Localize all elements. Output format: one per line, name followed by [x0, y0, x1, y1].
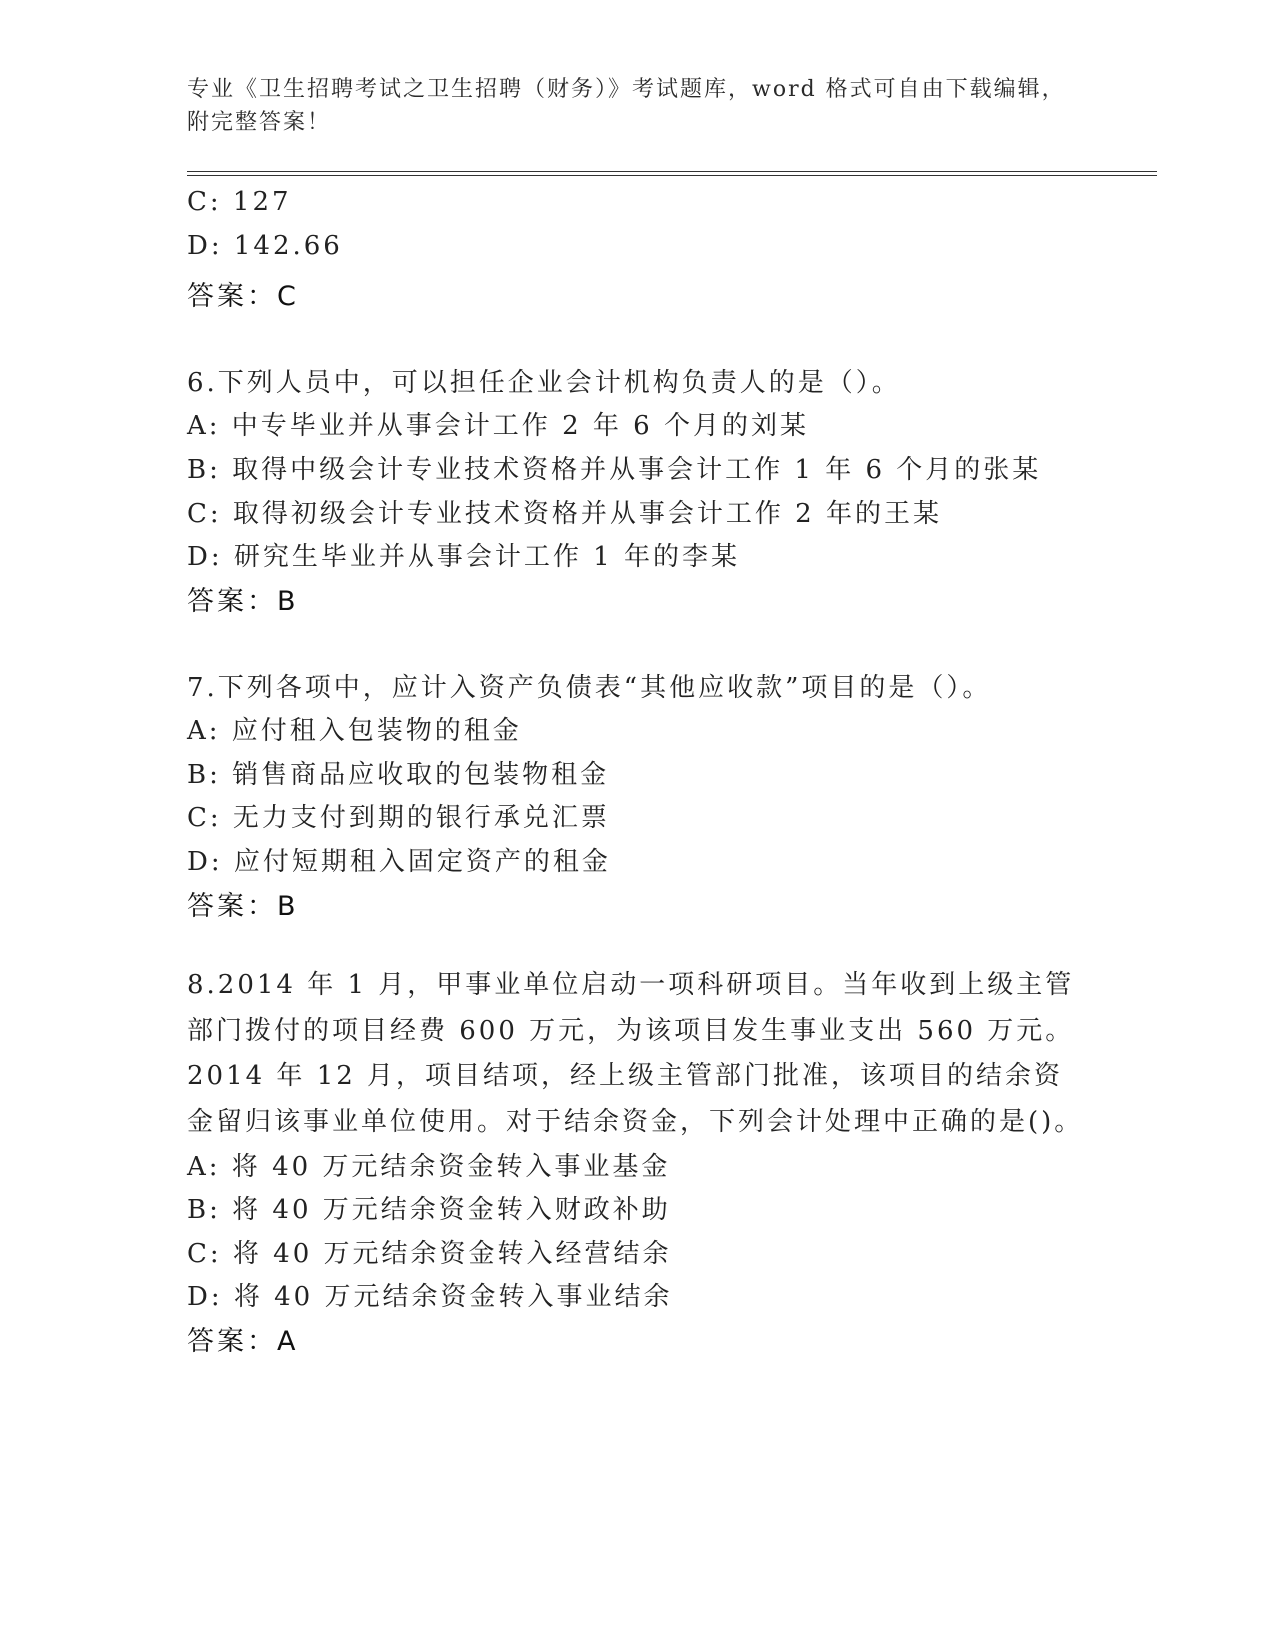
header-rule-bottom	[187, 175, 1157, 176]
q6-question: 6.下列人员中，可以担任企业会计机构负责人的是（）。	[187, 368, 901, 398]
q6-option-a: A: 中专毕业并从事会计工作 2 年 6 个月的刘某	[187, 411, 809, 441]
q6-option-b: B: 取得中级会计专业技术资格并从事会计工作 1 年 6 个月的张某	[187, 455, 1042, 485]
q7-option-b: B: 销售商品应收取的包装物租金	[187, 760, 610, 790]
q5-option-d: D: 142.66	[187, 231, 343, 261]
q7-question: 7.下列各项中，应计入资产负债表“其他应收款”项目的是（）。	[187, 673, 992, 703]
q6-option-c: C: 取得初级会计专业技术资格并从事会计工作 2 年的王某	[187, 499, 942, 529]
q5-option-c: C: 127	[187, 187, 292, 217]
q7-answer: 答案：B	[187, 891, 299, 922]
q8-option-d: D: 将 40 万元结余资金转入事业结余	[187, 1282, 673, 1312]
document-header: 专业《卫生招聘考试之卫生招聘（财务）》考试题库，word 格式可自由下载编辑，附完整答案！	[187, 77, 1066, 135]
q8-option-b: B: 将 40 万元结余资金转入财政补助	[187, 1195, 671, 1225]
q8-option-c: C: 将 40 万元结余资金转入经营结余	[187, 1239, 672, 1269]
q6-option-d: D: 研究生毕业并从事会计工作 1 年的李某	[187, 542, 740, 572]
q8-option-a: A: 将 40 万元结余资金转入事业基金	[187, 1152, 671, 1182]
q8-answer: 答案：A	[187, 1326, 299, 1357]
q7-option-a: A: 应付租入包装物的租金	[187, 716, 522, 746]
q8-question: 8.2014 年 1 月，甲事业单位启动一项科研项目。当年收到上级主管部门拨付的项目经费 600 万元，为该项目发生事业支出 560 万元。2014 年 12 月，项目结项，经上级主管部门批准，该项目的结余资金留归该事业单位使用。对于结余资金，下列会计处理中正确的是()。	[187, 970, 1084, 1137]
q5-answer: 答案：C	[187, 281, 299, 312]
q7-option-c: C: 无力支付到期的银行承兑汇票	[187, 803, 610, 833]
header-rule-top	[187, 171, 1157, 172]
q7-option-d: D: 应付短期租入固定资产的租金	[187, 847, 611, 877]
q6-answer: 答案：B	[187, 586, 299, 617]
